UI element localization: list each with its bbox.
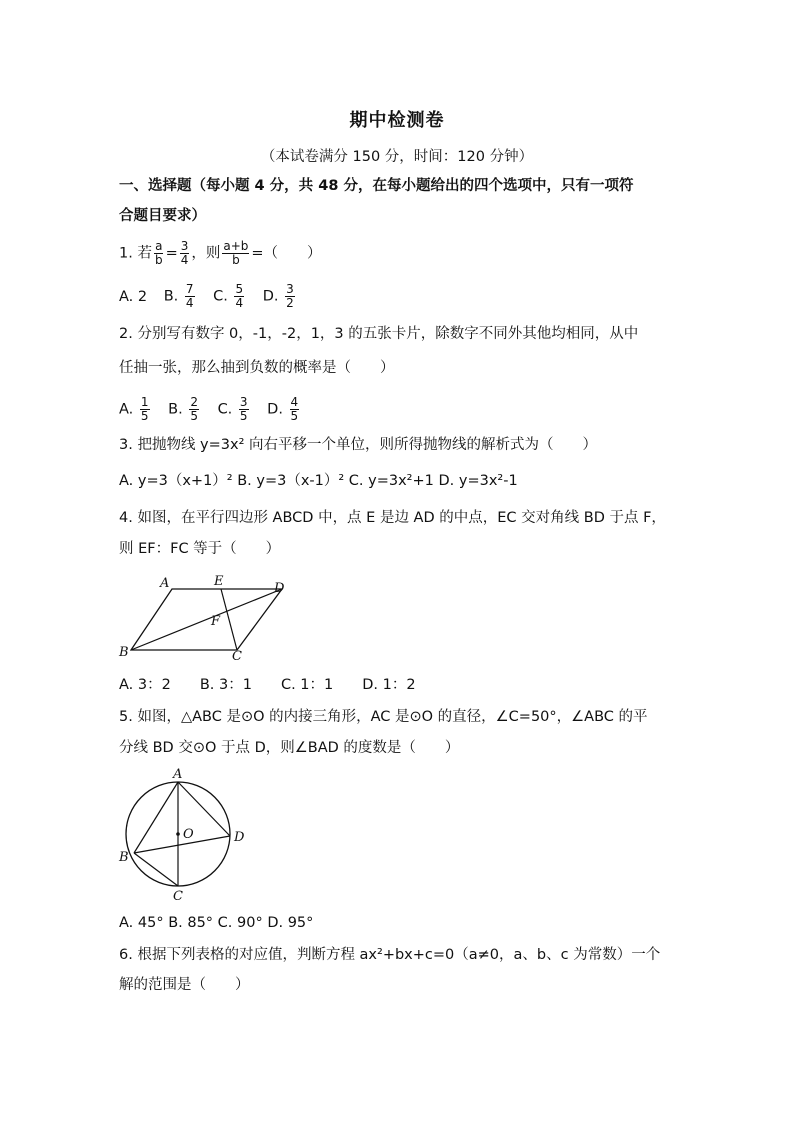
question-3: 3. 把抛物线 y=3x² 向右平移一个单位，则所得抛物线的解析式为（ ） [119,437,598,453]
frac-den: 4 [180,253,189,267]
frac-num: 4 [290,395,299,409]
q5-options: A. 45° B. 85° C. 90° D. 95° [119,915,314,931]
frac-num: 1 [140,395,149,409]
frac-num: 3 [239,395,248,409]
question-5-line1: 5. 如图，△ABC 是⊙O 的内接三角形，AC 是⊙O 的直径，∠C=50°，∠ABC 的平 [119,709,648,725]
label-e: E [214,574,224,589]
q1-option-b [164,283,197,310]
option-fraction [239,396,249,423]
label-b: B [119,645,129,660]
label-f: F [211,614,221,629]
option-label: C. [217,401,233,418]
frac-den: b [154,253,163,267]
frac-den: 2 [286,296,294,310]
q1-option-d [263,283,297,310]
q1-fraction-3-4 [180,240,190,267]
frac-den: 5 [239,409,248,423]
option-label: B. [168,401,183,418]
option-label: A. [119,401,134,418]
page-subtitle: （本试卷满分 150 分，时间：120 分钟） [260,149,534,165]
option-fraction [290,396,300,423]
frac-num: 7 [185,282,194,296]
option-fraction [140,396,150,423]
label-a: A [160,576,170,591]
frac-num: 3 [286,282,294,296]
option-label: D. [262,288,279,305]
question-1 [119,240,322,267]
segment-ec [221,589,237,650]
option-label: C. [213,288,228,305]
q1-fraction-a-b [154,240,164,267]
question-4-line2: 则 EF：FC 等于（ ） [119,541,281,557]
frac-num: 3 [180,239,189,253]
q5-circle-figure [112,766,252,906]
q2-option-a [119,396,152,423]
q1-fraction-apb-b [222,240,249,267]
label-o: O [183,827,194,842]
option-label: B. [163,288,179,305]
center-dot [176,832,180,836]
q1-options [119,283,309,310]
question-4-line1: 4. 如图，在平行四边形 ABCD 中，点 E 是边 AD 的中点，EC 交对角线 BD 于点 F， [119,510,666,526]
frac-den: 4 [235,296,244,310]
chord-bd [134,836,230,853]
frac-den: 4 [185,296,194,310]
option-fraction [234,283,244,310]
option-fraction [185,283,195,310]
q2-option-d [267,396,301,423]
q1-then: ，则 [191,245,221,262]
question-6-line1: 6. 根据下列表格的对应值，判断方程 ax²+bx+c=0（a≠0，a、b、c 为常数）一个 [119,947,661,963]
frac-num: 2 [190,395,198,409]
chord-ab [134,782,178,853]
question-2-line1: 2. 分别写有数字 0，-1，-2，1，3 的五张卡片，除数字不同外其他均相同，从中 [119,326,639,342]
q1-option-a: A. 2 [119,288,148,305]
question-2-line2: 任抽一张，那么抽到负数的概率是（ ） [119,360,395,376]
label-c: C [173,889,183,904]
frac-den: 5 [140,409,149,423]
section-heading-line1: 一、选择题（每小题 4 分，共 48 分，在每小题给出的四个选项中，只有一项符 [119,178,634,194]
frac-num: a [155,239,163,253]
option-label: D. [267,401,283,418]
page-title: 期中检测卷 [349,110,445,131]
q1-option-c [213,283,246,310]
q3-options: A. y=3（x+1）² B. y=3（x-1）² C. y=3x²+1 D. y=3x²-1 [119,473,518,489]
option-fraction [189,396,199,423]
q2-options [119,396,313,423]
frac-den: 5 [190,409,198,423]
q1-suffix: =（ ） [251,245,322,262]
frac-num: 5 [235,282,244,296]
q2-option-c [218,396,251,423]
label-d: D [274,581,285,596]
q1-equals: = [165,245,178,262]
frac-num: a+b [223,239,249,253]
label-a: A [173,767,183,782]
label-d: D [234,830,245,845]
frac-den: b [232,253,240,267]
q4-parallelogram-figure [115,570,295,662]
question-5-line2: 分线 BD 交⊙O 于点 D，则∠BAD 的度数是（ ） [119,740,460,756]
section-heading-line2: 合题目要求） [119,208,206,224]
q4-options: A. 3：2 B. 3：1 C. 1：1 D. 1：2 [119,677,416,693]
question-6-line2: 解的范围是（ ） [119,977,250,993]
option-fraction [285,283,295,310]
q1-prefix: 1. 若 [119,245,152,262]
label-c: C [232,649,242,662]
frac-den: 5 [290,409,299,423]
q2-option-b [168,396,201,423]
label-b: B [119,850,129,865]
